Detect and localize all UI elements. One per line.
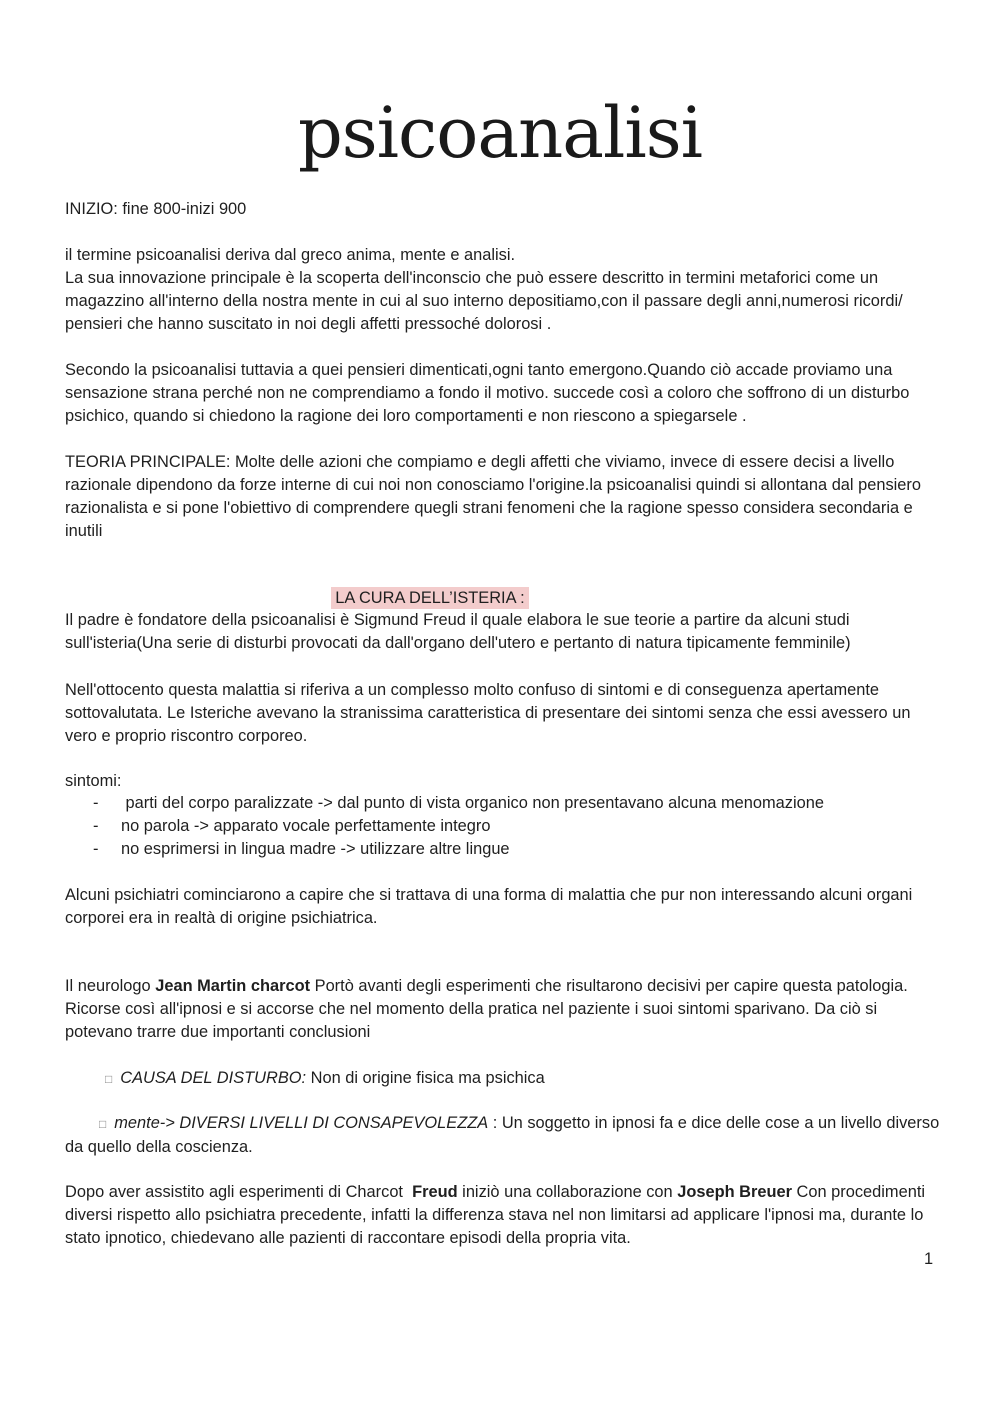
list-dash: - [93,817,99,835]
paragraph-padre: Il padre è fondatore della psicoanalisi è Sigmund Freud il quale elabora le sue teorie a partire da alcuni studi sull'isteria(Una serie di disturbi provocati da dall'organo dell'utero e pertanto di natura tipicamente femminile) [65,611,851,652]
conclusione-1 [65,1067,945,1091]
paragraph-psichiatri: Alcuni psichiatri cominciarono a capire che si trattava di una forma di malattia che pur non interessando alcuni organi corporei era in realtà di origine psichiatrica. [65,886,913,927]
sintomo-text: no parola -> apparato vocale perfettamente integro [121,817,491,835]
list-dash: - [93,840,99,858]
heading-wrap [0,587,1000,609]
charcot-pre: Il neurologo [65,977,156,995]
intro-line-1: il termine psicoanalisi deriva dal greco anima, mente e analisi. [65,246,516,264]
paragraph-teoria-principale: TEORIA PRINCIPALE: Molte delle azioni che compiamo e degli affetti che viviamo, invece di essere decisi a livello razionale dipendono da forze interne di cui noi non conosciamo l'origine.la psicoanalisi quindi si allontana dal pensiero razionalista e si pone l'obiettivo di comprendere quegli strani fenomeni che la ragione spesso considera secondaria e inutili [65,453,921,540]
list-dash: - [93,794,99,812]
checkbox-bullet-icon: □ [99,1117,107,1131]
conclusione-1-label: CAUSA DEL DISTURBO: [120,1069,307,1087]
freud-post: Con procedimenti diversi rispetto allo psichiatra precedente, infatti la differenza stava nel non limitarsi ad applicare l'ipnosi ma, durante lo stato ipnotico, chiedevano alle pazienti di raccontare episodi della propria vita. [65,1183,926,1247]
sintomo-text: no esprimersi in lingua madre -> utilizzare altre lingue [121,840,510,858]
conclusione-1-text: Non di origine fisica ma psichica [306,1069,545,1087]
heading-cura-isteria: LA CURA DELL’ISTERIA : [331,587,528,609]
freud-mid: iniziò una collaborazione con [457,1183,678,1201]
sintomi-list [65,792,945,861]
sintomi-label: sintomi: [65,772,122,790]
breuer-name: Joseph Breuer [677,1183,792,1201]
checkbox-bullet-icon: □ [105,1072,113,1086]
list-item [65,815,945,838]
freud-name: Freud [412,1183,458,1201]
inizio-line: INIZIO: fine 800-inizi 900 [65,200,247,218]
list-item [65,792,945,815]
freud-pre: Dopo aver assistito agli esperimenti di Charcot [65,1183,413,1201]
intro-line-2: La sua innovazione principale è la scoperta dell'inconscio che può essere descritto in termini metaforici come un magazzino all'interno della nostra mente in cui al suo interno depositiamo,con il passare degli anni,numerosi ricordi/ pensieri che hanno suscitato in noi degli affetti pressoché dolorosi . [65,269,903,333]
conclusione-2 [65,1112,945,1159]
paragraph-ottocento: Nell'ottocento questa malattia si riferiva a un complesso molto confuso di sintomi e di conseguenza apertamente sottovalutata. Le Isteriche avevano la stranissima caratteristica di presentare dei sintomi senza che essi avessero un vero e proprio riscontro corporeo. [65,681,911,745]
conclusione-2-text: : Un soggetto in ipnosi fa e dice delle cose a un livello diverso da quello della coscienza. [65,1114,940,1156]
document-title: psicoanalisi [297,92,703,174]
paragraph-secondo: Secondo la psicoanalisi tuttavia a quei pensieri dimenticati,ogni tanto emergono.Quando ciò accade proviamo una sensazione strana perché non ne comprendiamo a fondo il motivo. succede così a coloro che soffrono di un disturbo psichico, quando si chiedono la ragione dei loro comportamenti e non riescono a spiegarsele . [65,361,910,425]
paragraph-charcot [65,975,945,1044]
charcot-post: Portò avanti degli esperimenti che risultarono decisivi per capire questa patologia. Ricorse così all'ipnosi e si accorse che nel momento della pratica nel paziente i suoi sintomi sparivano. Da ciò si potevano trarre due importanti conclusioni [65,977,908,1041]
intro-paragraph [65,244,945,336]
sintomo-text: parti del corpo paralizzate -> dal punto di vista organico non presentavano alcuna menomazione [121,794,824,812]
conclusione-2-label: mente-> DIVERSI LIVELLI DI CONSAPEVOLEZZA [114,1114,489,1132]
list-item [65,838,945,861]
page-number: 1 [924,1250,934,1268]
charcot-name: Jean Martin charcot [155,977,311,995]
paragraph-freud-breuer [65,1181,945,1250]
